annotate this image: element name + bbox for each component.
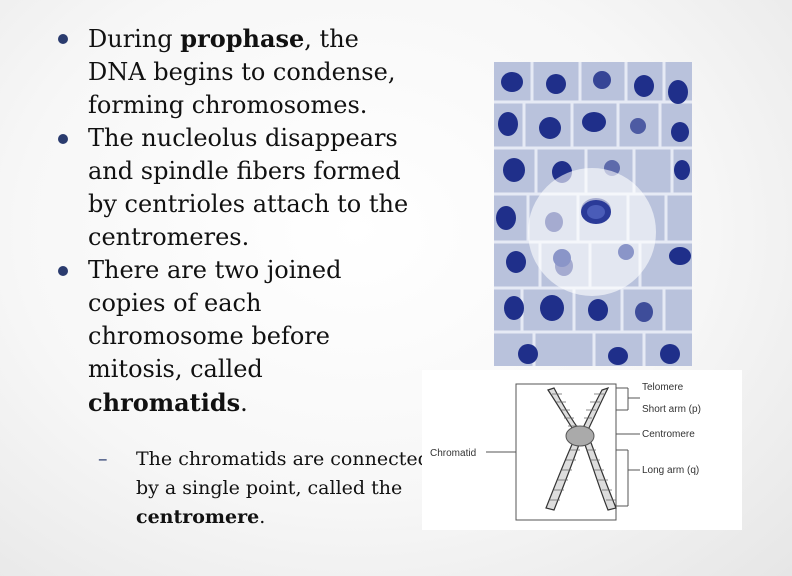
diagram-label-long-arm: Long arm (q) (642, 465, 700, 476)
diagram-label-centromere: Centromere (642, 429, 695, 440)
bullet-item (58, 254, 418, 420)
bullet-text: The nucleolus disappears and spindle fibers formed by centrioles attach to the centromeres. (88, 124, 409, 251)
sub-bullet-text: . (259, 506, 266, 528)
bullet-text: During (88, 25, 181, 53)
sub-bullet-dash: – (98, 448, 108, 470)
bullet-bold-term: chromatids (88, 388, 241, 417)
bullet-text: There are two joined copies of each chromosome before mitosis, called (88, 256, 342, 383)
sub-bullet (98, 445, 436, 532)
diagram-label-telomere: Telomere (642, 382, 684, 393)
bullet-list (58, 22, 418, 420)
chromatid-label: Chromatid (430, 448, 477, 459)
micrograph-image (494, 62, 692, 366)
bullet-text: . (240, 389, 248, 417)
chromosome-diagram (422, 370, 742, 530)
sub-bullet-text: The chromatids are connected by a single point, called the (136, 448, 430, 499)
bullet-dot (58, 266, 68, 276)
bullet-dot (58, 34, 68, 44)
diagram-label-short-arm: Short arm (p) (642, 404, 701, 415)
sub-bullet-bold-term: centromere (136, 506, 260, 528)
bullet-bold-term: prophase (180, 24, 305, 53)
bullet-text: , the DNA begins to condense, forming chromosomes. (88, 25, 396, 119)
bullet-dot (58, 134, 68, 144)
bullet-item (58, 22, 418, 122)
bullet-item (58, 122, 418, 254)
